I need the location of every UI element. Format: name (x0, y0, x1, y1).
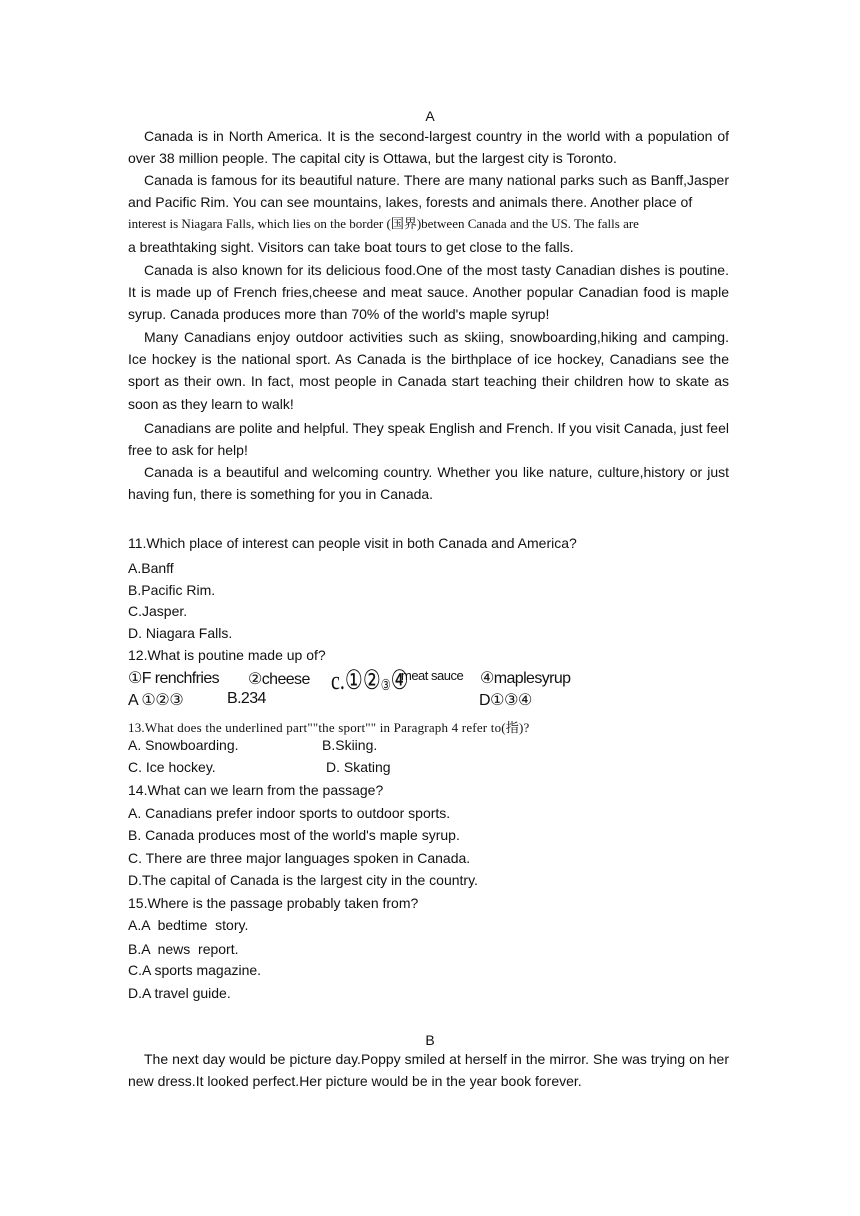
question-12-stem: 12.What is poutine made up of? (128, 647, 326, 663)
passage-b-heading: B (425, 1032, 435, 1048)
question-12-option-b: B.234 (227, 690, 266, 707)
question-11-option-c: C.Jasper. (128, 603, 188, 619)
question-12-option-a: A ①②③ (128, 692, 184, 709)
passage-a-paragraph-1: Canada is in North America. It is the second-largest country in the world with a population of over 38 million people. The capital city is Ottawa, but the largest city is Toronto. (128, 128, 729, 167)
question-14-option-c: C. There are three major languages spoken in Canada. (128, 850, 471, 866)
question-12-option-c-circle-1: ① (344, 665, 363, 696)
question-12-option-c-circle-2: ② (362, 665, 381, 696)
question-14-option-b: B. Canada produces most of the world's maple syrup. (128, 827, 460, 843)
passage-a-paragraph-3: Canada is also known for its delicious food.One of the most tasty Canadian dishes is poutine. It is made up of French fries,cheese and meat sauce. Another popular Canadian food is maple syrup. Canada produces more than 70% of the world's maple syrup! (128, 262, 729, 323)
question-15-stem: 15.Where is the passage probably taken from? (128, 895, 419, 911)
passage-a-heading: A (425, 108, 435, 124)
question-11-option-b: B.Pacific Rim. (128, 582, 216, 598)
question-12-item-2: ②cheese (248, 671, 310, 688)
question-12-option-c-circle-3: ③ (380, 677, 391, 694)
passage-a-paragraph-6: Canada is a beautiful and welcoming country. Whether you like nature, culture,history or just having fun, there is something for you in Canada. (128, 464, 729, 503)
question-15-option-a: A.A bedtime story. (128, 917, 249, 933)
question-12-item-4: ④maplesyrup (480, 670, 571, 687)
question-11-stem: 11.Which place of interest can people visit in both Canada and America? (128, 535, 577, 551)
question-15-option-d: D.A travel guide. (128, 985, 231, 1001)
passage-a-paragraph-4: Many Canadians enjoy outdoor activities such as skiing, snowboarding,hiking and camping. Ice hockey is the national sport. As Canada is the birthplace of ice hockey, Canadians see the sport as their own. In fact, most people in Canada start teaching their children how to skate as soon as they learn to walk! (128, 329, 729, 412)
question-14-stem: 14.What can we learn from the passage? (128, 782, 384, 798)
question-13-stem: 13.What does the underlined part""the sport"" in Paragraph 4 refer to(指)? (128, 720, 530, 735)
question-12-option-d: D①③④ (479, 692, 532, 709)
question-13-option-d: D. Skating (326, 759, 391, 775)
passage-a-paragraph-5: Canadians are polite and helpful. They speak English and French. If you visit Canada, just feel free to ask for help! (128, 420, 729, 459)
question-12-item-1: ①F renchfries (128, 670, 220, 687)
question-15-option-c: C.A sports magazine. (128, 962, 262, 978)
question-12-option-c-circle-4: ④ (390, 665, 409, 696)
question-11-option-a: A.Banff (128, 560, 174, 576)
passage-b-paragraph-1: The next day would be picture day.Poppy smiled at herself in the mirror. She was trying on her new dress.It looked perfect.Her picture would be in the year book forever. (128, 1051, 729, 1090)
question-13-option-c: C. Ice hockey. (128, 759, 216, 775)
question-12-item-3: meat sauce (401, 668, 464, 683)
question-12-option-c (331, 665, 409, 697)
question-15-option-b: B.A news report. (128, 941, 239, 957)
question-11-option-d: D. Niagara Falls. (128, 625, 233, 641)
passage-a-paragraph-2-lines: Canada is famous for its beautiful nature. There are many national parks such as Banff,Jasper and Pacific Rim. You can see mountains, lakes, forests and animals there. Another place of (128, 172, 729, 211)
question-13-option-a: A. Snowboarding. (128, 737, 239, 753)
passage-a-paragraph-2-serif-line: interest is Niagara Falls, which lies on the border (国界)between Canada and the US. The falls are (128, 216, 639, 231)
question-13-option-b: B.Skiing. (322, 737, 378, 753)
question-14-option-a: A. Canadians prefer indoor sports to outdoor sports. (128, 805, 451, 821)
question-14-option-d: D.The capital of Canada is the largest city in the country. (128, 872, 478, 888)
question-12-option-c-prefix: c. (331, 667, 345, 696)
passage-a-paragraph-2-last-line: a breathtaking sight. Visitors can take boat tours to get close to the falls. (128, 239, 574, 255)
